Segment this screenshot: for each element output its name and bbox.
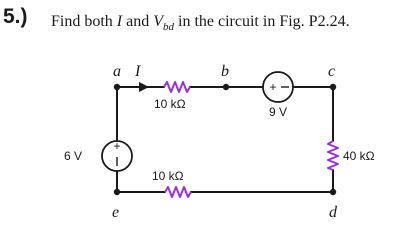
label-node-d: d	[329, 204, 337, 221]
node-a-dot	[114, 84, 120, 90]
label-src-left: 6 V	[64, 149, 83, 163]
resistor-right	[328, 141, 338, 170]
var-current: I	[116, 13, 123, 30]
source-top-plus: +	[269, 80, 277, 94]
node-d-dot	[330, 189, 336, 195]
resistor-bottom	[165, 187, 191, 197]
source-left-plus: +	[113, 139, 121, 153]
label-r-bottom: 10 kΩ	[152, 169, 184, 183]
current-arrow	[124, 82, 149, 92]
var-voltage: V	[153, 13, 164, 30]
problem-text-2: and	[122, 13, 154, 30]
label-node-c: c	[328, 63, 336, 80]
node-c-dot	[330, 84, 336, 90]
voltage-source-left	[102, 139, 132, 171]
label-src-top: 9 V	[269, 105, 288, 119]
resistor-top	[164, 82, 190, 92]
problem-text-3: in the circuit in Fig. P2.24.	[174, 13, 350, 30]
node-e-dot	[114, 189, 120, 195]
voltage-source-top	[263, 72, 293, 102]
problem-number: 5.)	[3, 5, 28, 28]
label-current-I: I	[135, 63, 141, 80]
label-node-a: a	[113, 63, 121, 80]
current-arrow-head	[139, 82, 149, 92]
label-r-right: 40 kΩ	[343, 149, 375, 163]
circuit-wires	[117, 87, 333, 192]
node-b-dot	[223, 84, 229, 90]
problem-text-1: Find both	[51, 13, 117, 30]
label-node-b: b	[221, 63, 229, 80]
var-voltage-subscript: bd	[163, 21, 175, 34]
label-r-top: 10 kΩ	[154, 97, 186, 111]
label-node-e: e	[112, 204, 120, 221]
